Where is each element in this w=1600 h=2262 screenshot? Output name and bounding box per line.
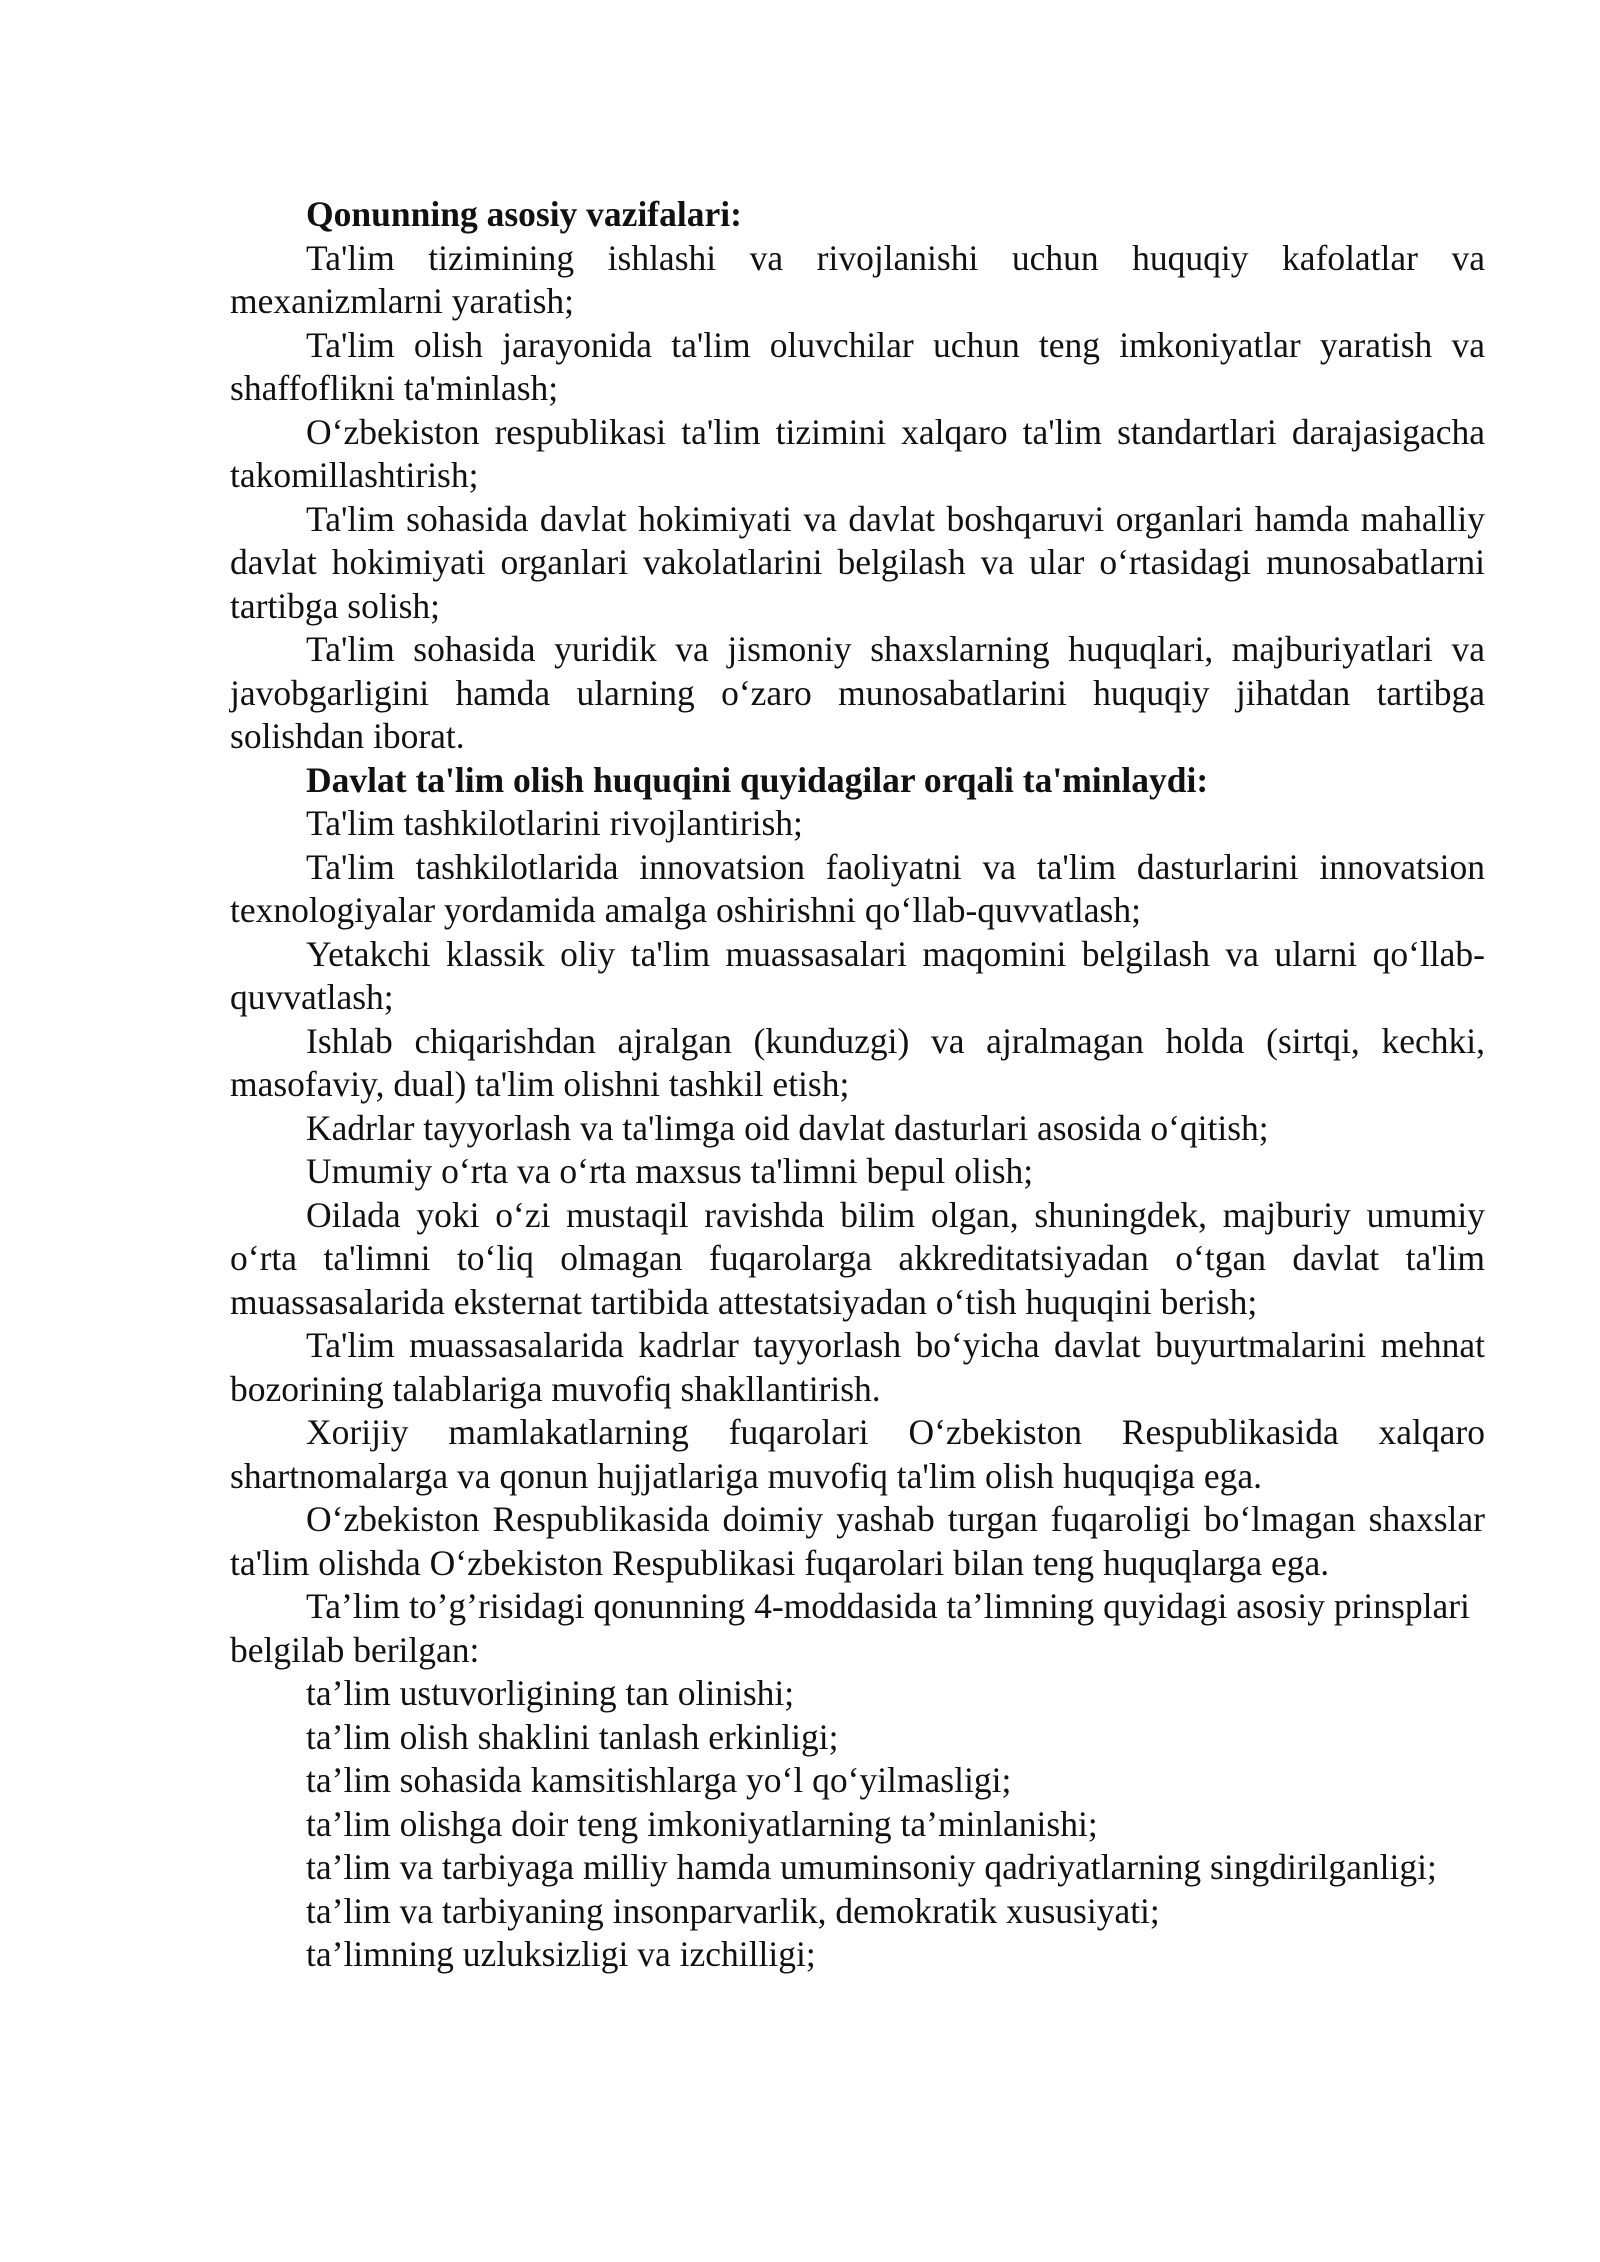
document-body [230, 193, 1485, 1977]
paragraph: O‘zbekiston respublikasi ta'lim tizimini xalqaro ta'lim standartlari darajasigacha takomillashtirish; [230, 411, 1485, 495]
section-heading-vazifalari: Qonunning asosiy vazifalari: [306, 194, 742, 234]
principle-item: ta’lim va tarbiyaga milliy hamda umuminsoniy qadriyatlarning singdirilganligi; [306, 1847, 1437, 1887]
principle-item: ta’lim olish shaklini tanlash erkinligi; [306, 1716, 839, 1757]
paragraph: Ta'lim tizimining ishlashi va rivojlanishi uchun huquqiy kafolatlar va mexanizmlarni yaratish; [230, 237, 1485, 321]
paragraph-principles-intro: Ta’lim to’g’risidagi qonunning 4-moddasida ta’limning quyidagi asosiy prinsplari belgilab berilgan: [230, 1586, 1470, 1670]
paragraph: Ta'lim sohasida yuridik va jismoniy shaxslarning huquqlari, majburiyatlari va javobgarligini hamda ularning o‘zaro munosabatlarini huquqiy jihatdan tartibga solishdan iborat. [230, 629, 1485, 756]
principle-item: ta’lim ustuvorligining tan olinishi; [306, 1673, 795, 1713]
paragraph: Yetakchi klassik oliy ta'lim muassasalari maqomini belgilash va ularni qo‘llab-quvvatlash; [230, 933, 1485, 1017]
paragraph: Ta'lim sohasida davlat hokimiyati va davlat boshqaruvi organlari hamda mahalliy davlat hokimiyati organlari vakolatlarini belgilash va ular o‘rtasidagi munosabatlarni tartibga solish; [230, 498, 1485, 626]
paragraph: Oilada yoki o‘zi mustaqil ravishda bilim olgan, shuningdek, majburiy umumiy o‘rta ta'limni to‘liq olmagan fuqarolarga akkreditatsiyadan o‘tgan davlat ta'lim muassasalarida eksternat tartibida attestatsiyadan o‘tish huquqini berish; [230, 1194, 1485, 1322]
paragraph: Ta'lim tashkilotlarini rivojlantirish; [306, 803, 803, 843]
paragraph: O‘zbekiston Respublikasida doimiy yashab turgan fuqaroligi bo‘lmagan shaxslar ta'lim olishda O‘zbekiston Respublikasi fuqarolari bilan teng huquqlarga ega. [230, 1499, 1485, 1583]
paragraph: Xorijiy mamlakatlarning fuqarolari O‘zbekiston Respublikasida xalqaro shartnomalarga va qonun hujjatlariga muvofiq ta'lim olish huquqiga ega. [230, 1412, 1485, 1496]
paragraph: Ishlab chiqarishdan ajralgan (kunduzgi) va ajralmagan holda (sirtqi, kechki, masofaviy, dual) ta'lim olishni tashkil etish; [230, 1020, 1485, 1104]
principle-item: ta’limning uzluksizligi va izchilligi; [306, 1934, 816, 1974]
section-heading-davlat: Davlat ta'lim olish huquqini quyidagilar orqali ta'minlaydi: [306, 759, 1209, 800]
paragraph: Ta'lim olish jarayonida ta'lim oluvchilar uchun teng imkoniyatlar yaratish va shaffoflikni ta'minlash; [230, 324, 1485, 408]
principle-item: ta’lim sohasida kamsitishlarga yo‘l qo‘yilmasligi; [306, 1760, 1012, 1800]
principle-item: ta’lim olishga doir teng imkoniyatlarning ta’minlanishi; [306, 1803, 1098, 1844]
paragraph: Umumiy o‘rta va o‘rta maxsus ta'limni bepul olish; [306, 1151, 1034, 1191]
paragraph: Ta'lim muassasalarida kadrlar tayyorlash bo‘yicha davlat buyurtmalarini mehnat bozorining talablariga muvofiq shakllantirish. [230, 1325, 1485, 1409]
paragraph: Kadrlar tayyorlash va ta'limga oid davlat dasturlari asosida o‘qitish; [306, 1107, 1269, 1148]
principle-item: ta’lim va tarbiyaning insonparvarlik, demokratik xususiyati; [306, 1890, 1160, 1931]
paragraph: Ta'lim tashkilotlarida innovatsion faoliyatni va ta'lim dasturlarini innovatsion texnologiyalar yordamida amalga oshirishni qo‘llab-quvvatlash; [230, 846, 1485, 930]
